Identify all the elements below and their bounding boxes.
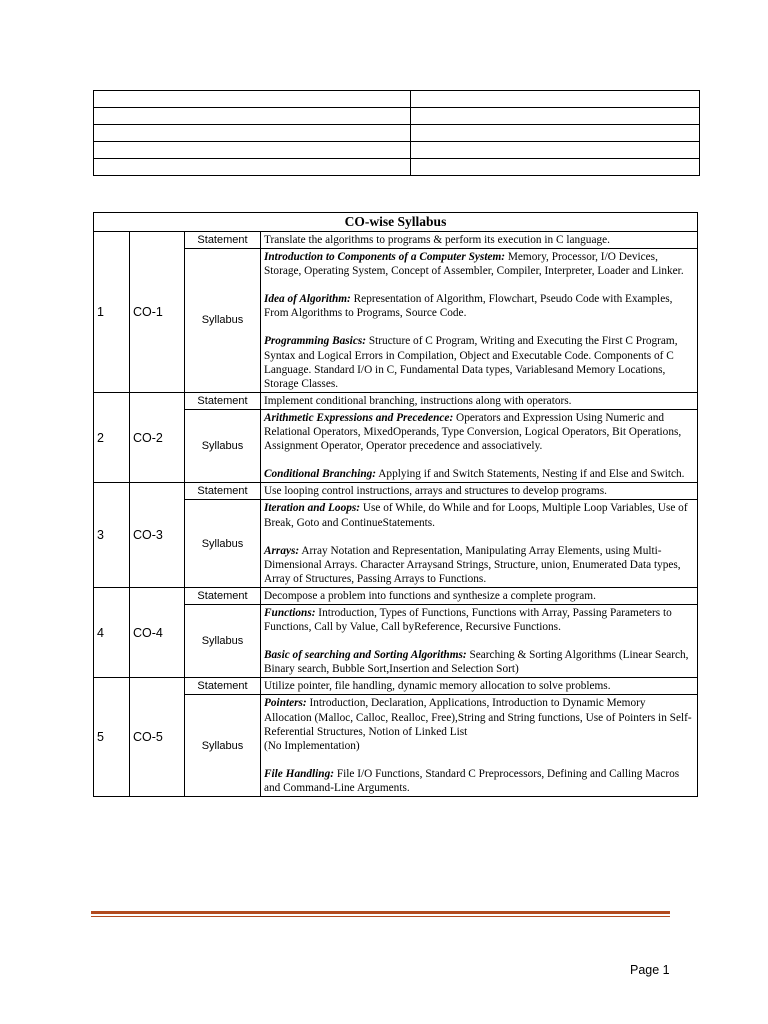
syllabus-label: Syllabus: [185, 695, 261, 797]
topic-text: Searching & Sorting Algorithms (Linear Search, Binary search, Bubble Sort,Insertion and Selection Sort): [264, 649, 689, 676]
paragraph-gap: [264, 320, 694, 334]
topic-text: Representation of Algorithm, Flowchart, Pseudo Code with Examples, From Algorithms to Programs, Source Code.: [264, 293, 673, 320]
syllabus-paragraph: [264, 767, 694, 795]
table-row: [94, 125, 700, 142]
co-code: CO-5: [130, 678, 185, 797]
syllabus-paragraph: [264, 292, 694, 320]
statement-text: Utilize pointer, file handling, dynamic memory allocation to solve problems.: [261, 678, 698, 695]
co-code: CO-4: [130, 587, 185, 677]
topic-text: Memory, Processor, I/O Devices, Storage, Operating System, Concept of Assembler, Compiler, Interpreter, Loader and Linker.: [264, 251, 684, 278]
co-syllabus-row: [94, 604, 698, 677]
statement-label: Statement: [185, 392, 261, 409]
paragraph-gap: [264, 753, 694, 767]
co-statement-row: [94, 483, 698, 500]
statement-label: Statement: [185, 483, 261, 500]
statement-text: Use looping control instructions, arrays and structures to develop programs.: [261, 483, 698, 500]
co-statement-row: [94, 232, 698, 249]
co-statement-row: [94, 587, 698, 604]
topic-note: (No Implementation): [264, 739, 360, 752]
topic-text: Structure of C Program, Writing and Executing the First C Program, Syntax and Logical Errors in Compilation, Object and Executable Code. Components of C Language. Standard I/O in C, Fundamental Data types, Variablesand Memory Locations, Storage Classes.: [264, 335, 678, 390]
table-row: [94, 91, 700, 108]
topic-text: Introduction, Types of Functions, Functions with Array, Passing Parameters to Functions, Call by Value, Call byReference, Recursive Functions.: [264, 606, 672, 634]
topic-heading: Idea of Algorithm:: [264, 293, 351, 306]
empty-cell: [94, 108, 411, 125]
header-info-table: [93, 90, 700, 176]
syllabus-paragraph: [264, 544, 694, 586]
co-syllabus-row: [94, 695, 698, 797]
topic-heading: Conditional Branching:: [264, 468, 377, 481]
statement-label: Statement: [185, 678, 261, 695]
co-number: 4: [94, 587, 130, 677]
paragraph-gap: [264, 530, 694, 544]
syllabus-label: Syllabus: [185, 500, 261, 587]
statement-label: Statement: [185, 232, 261, 249]
syllabus-content: [261, 500, 698, 587]
co-code: CO-3: [130, 483, 185, 588]
syllabus-paragraph: [264, 648, 694, 676]
syllabus-paragraph: [264, 606, 694, 634]
empty-cell: [94, 159, 411, 176]
topic-heading: Programming Basics:: [264, 335, 366, 348]
co-code: CO-1: [130, 232, 185, 393]
topic-text: File I/O Functions, Standard C Preprocessors, Defining and Calling Macros and Command-Line Arguments.: [264, 767, 680, 794]
syllabus-paragraph: [264, 696, 694, 738]
co-code: CO-2: [130, 392, 185, 482]
empty-cell: [94, 142, 411, 159]
empty-cell: [411, 125, 700, 142]
statement-text: Decompose a problem into functions and synthesize a complete program.: [261, 587, 698, 604]
empty-cell: [411, 108, 700, 125]
topic-text: Applying if and Switch Statements, Nesting if and Else and Switch.: [376, 468, 685, 481]
footer-rule-thin: [91, 916, 670, 917]
co-statement-row: [94, 392, 698, 409]
paragraph-gap: [264, 278, 694, 292]
co-syllabus-table: [93, 212, 698, 797]
topic-text: Array Notation and Representation, Manipulating Array Elements, using Multi-Dimensional Arrays. Character Arraysand Strings, Structure, union, Enumerated Data types, Array of Structures, Passing Arrays to Functions.: [264, 544, 681, 585]
syllabus-content: [261, 409, 698, 482]
co-syllabus-row: [94, 249, 698, 393]
syllabus-label: Syllabus: [185, 409, 261, 482]
topic-heading: Arrays:: [264, 544, 300, 557]
co-number: 3: [94, 483, 130, 588]
topic-heading: File Handling:: [264, 767, 334, 780]
paragraph-gap: [264, 453, 694, 467]
statement-text: Translate the algorithms to programs & perform its execution in C language.: [261, 232, 698, 249]
topic-heading: Basic of searching and Sorting Algorithms:: [264, 649, 467, 662]
topic-heading: Introduction to Components of a Computer System:: [264, 251, 506, 264]
syllabus-paragraph: [264, 467, 694, 481]
syllabus-paragraph: [264, 250, 694, 278]
syllabus-label: Syllabus: [185, 604, 261, 677]
topic-text: Use of While, do While and for Loops, Multiple Loop Variables, Use of Break, Goto and ContinueStatements.: [264, 502, 688, 529]
topic-heading: Functions:: [264, 606, 316, 619]
statement-text: Implement conditional branching, instructions along with operators.: [261, 392, 698, 409]
topic-heading: Iteration and Loops:: [264, 502, 361, 515]
topic-heading: Pointers:: [264, 697, 307, 710]
syllabus-paragraph: [264, 501, 694, 529]
table-row: [94, 142, 700, 159]
statement-label: Statement: [185, 587, 261, 604]
syllabus-body: [94, 213, 698, 797]
topic-heading: Arithmetic Expressions and Precedence:: [264, 411, 454, 424]
empty-cell: [94, 125, 411, 142]
syllabus-content: [261, 695, 698, 797]
empty-cell: [94, 91, 411, 108]
syllabus-title: CO-wise Syllabus: [94, 213, 698, 232]
topic-text: Operators and Expression Using Numeric and Relational Operators, MixedOperands, Type Conversion, Logical Operators, Bit Operations, Assignment Operator, Operator precedence and associatively.: [264, 411, 682, 453]
syllabus-paragraph: [264, 411, 694, 453]
co-statement-row: [94, 678, 698, 695]
page-number: Page 1: [630, 963, 670, 977]
table-row: [94, 108, 700, 125]
co-number: 5: [94, 678, 130, 797]
syllabus-content: [261, 249, 698, 393]
syllabus-label: Syllabus: [185, 249, 261, 393]
co-syllabus-row: [94, 500, 698, 587]
title-row: [94, 213, 698, 232]
empty-cell: [411, 142, 700, 159]
table-row: [94, 159, 700, 176]
syllabus-content: [261, 604, 698, 677]
co-number: 2: [94, 392, 130, 482]
co-number: 1: [94, 232, 130, 393]
topic-text: Introduction, Declaration, Applications, Introduction to Dynamic Memory Allocation (Malloc, Calloc, Realloc, Free),String and String functions, Use of Pointers in Self-Referential Structures, Notion of Linked List: [264, 697, 692, 738]
paragraph-gap: [264, 634, 694, 648]
empty-cell: [411, 159, 700, 176]
footer-rule-thick: [91, 911, 670, 914]
empty-cell: [411, 91, 700, 108]
co-syllabus-row: [94, 409, 698, 482]
syllabus-paragraph: [264, 334, 694, 390]
